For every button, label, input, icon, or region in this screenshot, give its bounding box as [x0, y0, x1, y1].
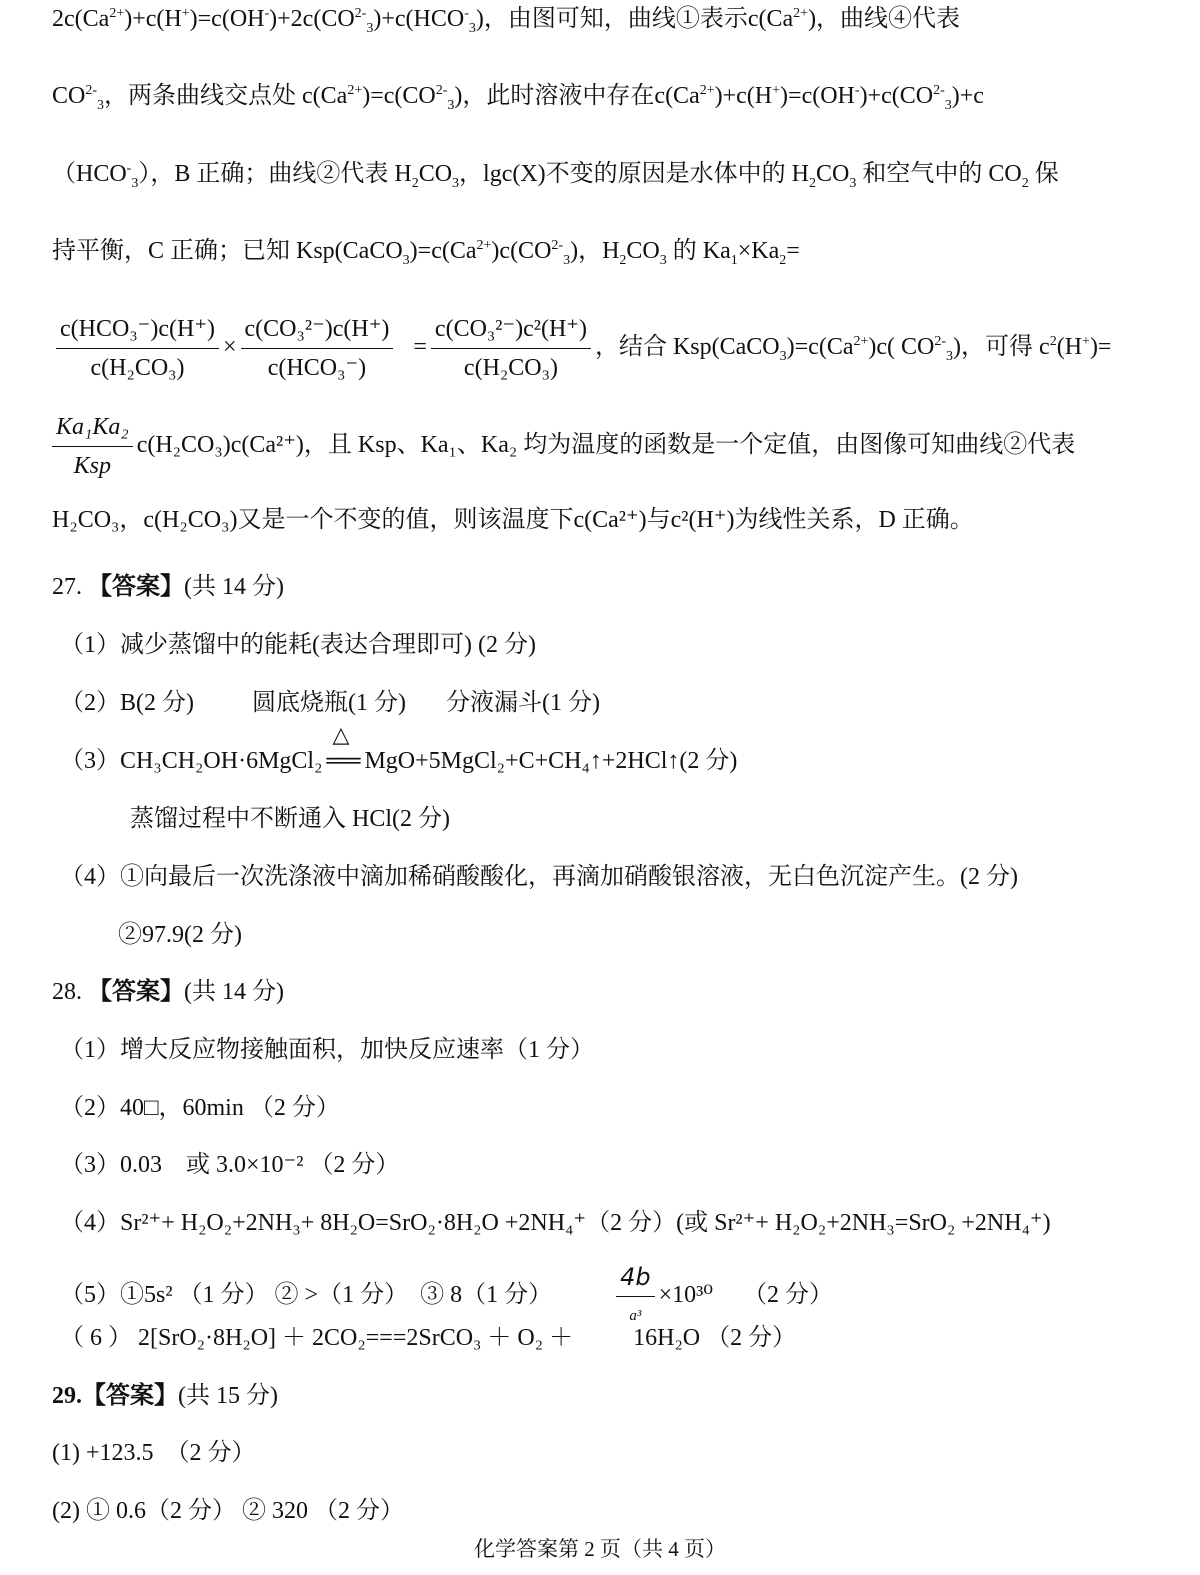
explanation-line-2: $CO^{2-}_3$，两条曲线交点处 $c(Ca^{2+})=c(CO^{2-}_3)$，此时溶液中存在$c(Ca^{2+})+c(H^+)=c(OH^-)+c(CO^{2-}_3)+c$ — [52, 83, 984, 113]
q27-heading: 27. 【答案】(共 14 分) — [52, 574, 284, 600]
q28-heading: 28. 【答案】(共 14 分) — [52, 979, 284, 1005]
q28-part-6: （ 6 ） 2[SrO₂·8H₂O] ＋ 2CO₂===2SrCO₃ ＋ O₂ ＋ 16H₂O （2 分） — [60, 1325, 797, 1351]
q28-part-4: （4）Sr²⁺+ H₂O₂+2NH₃+ 8H₂O=SrO₂·8H₂O +2NH₄⁺（2 分）(或 Sr²⁺+ H₂O₂+2NH₃=SrO₂ +2NH₄⁺) — [60, 1210, 1051, 1236]
equilibrium-formula: $\frac{\text{c(HCO₃⁻)c(H⁺)}}{\text{c(H₂CO₃)}}$ × $\frac{\text{c(CO₃²⁻)c(H⁺)}}{\text{c(HCO₃⁻)}}$ = $\frac{\text{c(CO₃²⁻)c²(H⁺)}}{\text{c(H₂CO₃)}}$ ，结合 $Ksp(CaCO_3)=c(Ca^{2+})c$( $CO^{2-}_3$)，可得 $c^2(H^+)=$ — [52, 312, 1111, 385]
explanation-line-3: $(HCO^-_3)$，B 正确；曲线②代表 $H_2CO_3$，lgc(X)不变的原因是水体中的 $H_2CO_3$ 和空气中的 $CO_2$ 保 — [52, 161, 1059, 191]
explanation-line-1: $2c(Ca^{2+})+c(H^+)=c(OH^-)+2c(CO^{2-}_3)+c(HCO^-_3)$，由图可知，曲线①表示$c(Ca^{2+})$，曲线④代表 — [52, 6, 961, 36]
fraction-ka1: $\frac{\text{c(HCO₃⁻)c(H⁺)}}{\text{c(H₂CO₃)}}$ — [56, 312, 219, 385]
explanation-line-7: H₂CO₃，c(H₂CO₃)又是一个不变的值，则该温度下c(Ca²⁺)与c²(H⁺)为线性关系，D 正确。 — [52, 507, 974, 533]
q27-part-3-note: 蒸馏过程中不断通入 HCl(2 分) — [130, 806, 450, 832]
fraction-product: $\frac{\text{c(CO₃²⁻)c²(H⁺)}}{\text{c(H₂CO₃)}}$ — [431, 312, 591, 385]
heating-equals-sign: △ ══ — [326, 722, 361, 774]
page-footer: 化学答案第 2 页（共 4 页） — [474, 1537, 726, 1561]
q28-part-5: （5）①5s² （1 分） ② >（1 分） ③ 8（1 分） $\frac{4b}{\text{a³}}$ ×10³⁰ （2 分） — [60, 1260, 833, 1333]
q27-part-4: （4）①向最后一次洗涤液中滴加稀硝酸酸化，再滴加硝酸银溶液，无白色沉淀产生。(2 分) — [60, 864, 1018, 890]
fraction-ka2: $\frac{\text{c(CO₃²⁻)c(H⁺)}}{\text{c(HCO₃⁻)}}$ — [241, 312, 394, 385]
q28-part-1: （1）增大反应物接触面积，加快反应速率（1 分） — [60, 1037, 594, 1063]
explanation-line-4: 持平衡，C 正确；已知 $Ksp(CaCO_3)=c(Ca^{2+})c(CO^{2-}_3)$，$H_2CO_3$ 的 $Ka_1\times Ka_2=$ — [52, 238, 800, 268]
q29-heading: 29.【答案】(共 15 分) — [52, 1383, 278, 1409]
q27-part-2: （2）B(2 分) 圆底烧瓶(1 分) 分液漏斗(1 分) — [60, 690, 600, 716]
q27-part-3: （3）CH₃CH₂OH·6MgCl₂ △ ══ MgO+5MgCl₂+C+CH₄↑+2HCl↑(2 分) — [60, 722, 738, 774]
explanation-line-6: $\frac{\text{Ka₁Ka₂}}{\text{Ksp}}$ c(H₂CO₃)c(Ca²⁺)，且 Ksp、Ka₁、Ka₂ 均为温度的函数是一个定值，由图像可知曲线②代表 — [52, 410, 1075, 483]
q27-part-1: （1）减少蒸馏中的能耗(表达合理即可) (2 分) — [60, 632, 536, 658]
fraction-ka-ksp: $\frac{\text{Ka₁Ka₂}}{\text{Ksp}}$ — [52, 410, 133, 483]
q29-part-2: (2) ① 0.6（2 分） ② 320 （2 分） — [52, 1498, 404, 1524]
q28-part-3: （3）0.03 或 3.0×10⁻² （2 分） — [60, 1152, 400, 1178]
fraction-density: $\frac{4b}{\text{a³}}$ — [616, 1260, 655, 1333]
q28-part-2: （2）40□，60min （2 分） — [60, 1095, 340, 1121]
q29-part-1: (1) +123.5 （2 分） — [52, 1440, 256, 1466]
q27-part-4-result: ②97.9(2 分) — [118, 922, 242, 948]
